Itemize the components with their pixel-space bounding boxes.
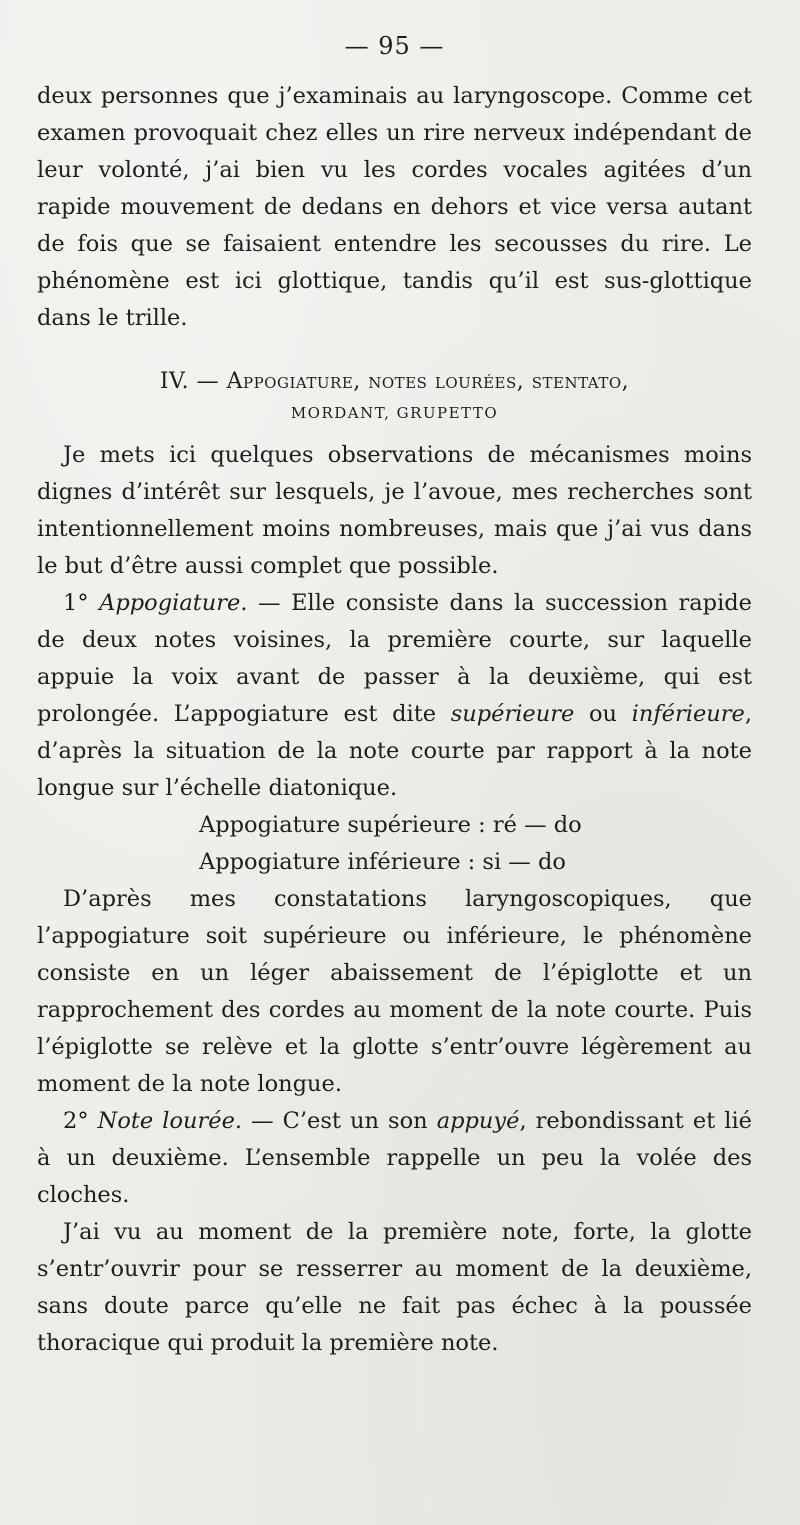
text-fragment: — C’est un son <box>242 1108 437 1134</box>
term-appogiature: Appogiature. <box>99 590 248 616</box>
term-superieure: supérieure <box>450 701 575 727</box>
term-appuye: appuyé <box>436 1108 520 1134</box>
item-number: 2° <box>63 1108 89 1134</box>
paragraph-laryngoscopic: D’après mes constatations laryngoscopiques, que l’appogiature soit supérieure ou inférieure, le phénomène consiste en un léger abaissement de l’épiglotte et un rapprochement des cordes au moment de la note courte. Puis l’épiglotte se relève et la glotte s’entr’ouvre légèrement au moment de la note longue. <box>37 886 752 1097</box>
text-fragment: — Elle consiste dans la succession rapide de deux notes voisines, la première courte, sur laquelle appuie la voix avant de passer à la deuxième, qui est prolongée. L’appogiature est dite <box>37 590 752 727</box>
text-fragment: , rebondissant et lié à un deuxième. L’ensemble rappelle un peu la volée des cloches. <box>37 1108 752 1208</box>
section-heading-line-2: MORDANT, GRUPETTO <box>290 404 499 422</box>
paragraph-appogiature <box>37 585 752 807</box>
text-fragment: , d’après la situation de la note courte par rapport à la note longue sur l’échelle diatonique. <box>37 701 752 801</box>
paragraph-intro: Je mets ici quelques observations de mécanismes moins dignes d’intérêt sur lesquels, je l’avoue, mes recherches sont intentionnellement moins nombreuses, mais que j’ai vus dans le but d’être aussi complet que possible. <box>37 442 752 579</box>
section-heading <box>37 365 752 427</box>
term-note-louree: Note lourée. <box>97 1108 243 1134</box>
example-inferieure: Appogiature inférieure : si — do <box>199 849 566 875</box>
term-inferieure: inférieure <box>631 701 745 727</box>
section-numeral: IV. <box>159 369 190 394</box>
paragraph-observation: J’ai vu au moment de la première note, forte, la glotte s’entr’ouvrir pour se resserrer au moment de la deuxième, sans doute parce qu’elle ne fait pas échec à la poussée thoracique qui produit la première note. <box>37 1219 752 1356</box>
section-dash: — <box>196 369 220 394</box>
examples-block <box>37 807 752 881</box>
example-superieure: Appogiature supérieure : ré — do <box>199 812 582 838</box>
section-title: Appogiature, notes lourées, stentato, <box>226 369 630 394</box>
paragraph-note-louree <box>37 1103 752 1214</box>
paragraph-continuation: deux personnes que j’examinais au laryngoscope. Comme cet examen provoquait chez elles un rire nerveux indépendant de leur volonté, j’ai bien vu les cordes vocales agitées d’un rapide mouvement de dedans en dehors et vice versa autant de fois que se faisaient entendre les secousses du rire. Le phénomène est ici glottique, tandis qu’il est sus-glottique dans le trille. <box>37 83 752 331</box>
item-number: 1° <box>63 590 89 616</box>
text-fragment: ou <box>574 701 632 727</box>
section-heading-line-1 <box>37 365 752 399</box>
page-number: — 95 — <box>344 32 445 60</box>
